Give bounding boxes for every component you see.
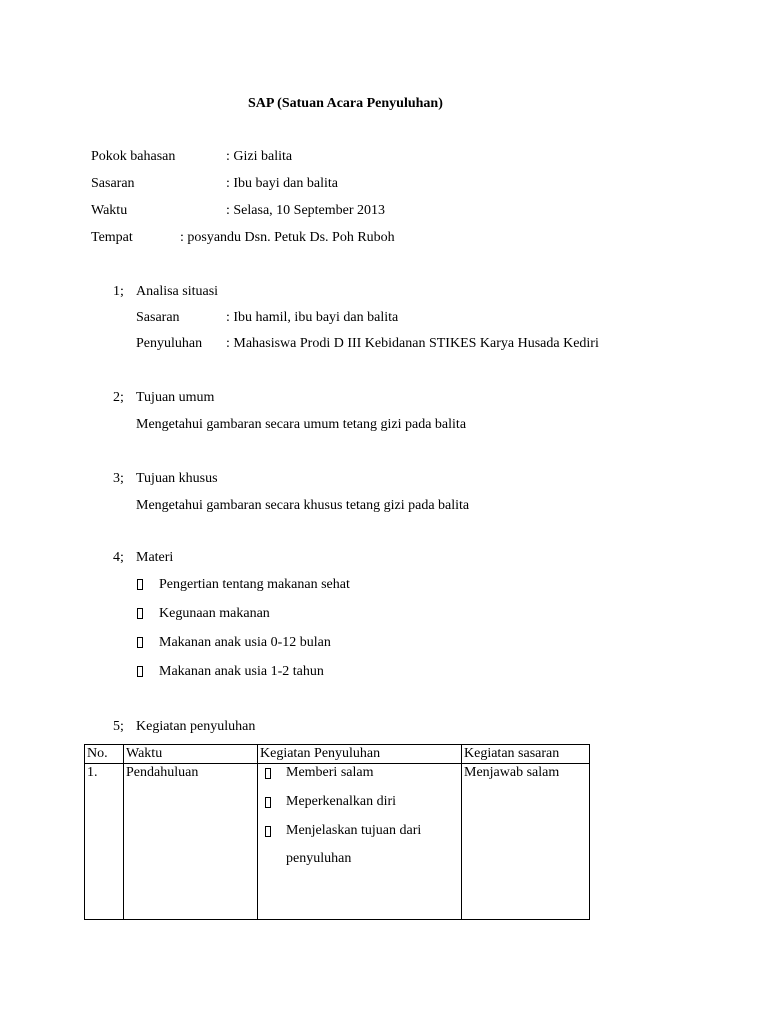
row-number: 1.: [87, 765, 98, 780]
section-1-heading: Analisa situasi: [136, 284, 219, 299]
table-cell-no: [85, 764, 124, 920]
section-1-value-sasaran: : Ibu hamil, ibu bayi dan balita: [226, 310, 399, 325]
section-1-value-penyuluhan: : Mahasiswa Prodi D III Kebidanan STIKES Karya Husada Kediri: [226, 336, 599, 351]
section-4-heading: Materi: [136, 550, 174, 565]
section-3-text: Mengetahui gambaran secara khusus tetang gizi pada balita: [136, 498, 470, 513]
kegiatan-item-continued: penyuluhan: [286, 851, 352, 866]
table-cell-sasaran: [462, 764, 590, 920]
table-header-cell: No.: [85, 745, 124, 764]
bullet-icon: [265, 768, 271, 779]
bullet-icon: [265, 826, 271, 837]
table-row: [85, 764, 590, 920]
kegiatan-list: [260, 764, 461, 919]
info-value-pokok-bahasan: : Gizi balita: [226, 149, 293, 164]
table-header-cell: Kegiatan sasaran: [462, 745, 590, 764]
materi-item: Makanan anak usia 1-2 tahun: [159, 664, 324, 679]
section-1-label-sasaran: Sasaran: [136, 310, 180, 325]
section-1-label-penyuluhan: Penyuluhan: [136, 336, 203, 351]
row-sasaran: Menjawab salam: [464, 765, 560, 780]
kegiatan-item: Memberi salam: [286, 765, 374, 780]
section-2-number: 2;: [113, 390, 124, 405]
kegiatan-item: Meperkenalkan diri: [286, 794, 397, 809]
section-3-heading: Tujuan khusus: [136, 471, 218, 486]
info-label-sasaran: Sasaran: [91, 176, 135, 191]
bullet-icon: [137, 608, 143, 619]
bullet-icon: [265, 797, 271, 808]
info-label-pokok-bahasan: Pokok bahasan: [91, 149, 176, 164]
info-value-sasaran: : Ibu bayi dan balita: [226, 176, 338, 191]
document-title: SAP (Satuan Acara Penyuluhan): [248, 96, 443, 111]
section-3-number: 3;: [113, 471, 124, 486]
section-5-heading: Kegiatan penyuluhan: [136, 719, 256, 734]
section-1-number: 1;: [113, 284, 124, 299]
section-5-number: 5;: [113, 719, 124, 734]
row-waktu: Pendahuluan: [126, 765, 199, 780]
bullet-icon: [137, 637, 143, 648]
table-header-cell: Kegiatan Penyuluhan: [258, 745, 462, 764]
info-value-waktu: : Selasa, 10 September 2013: [226, 203, 386, 218]
kegiatan-table: [84, 744, 590, 920]
materi-item: Makanan anak usia 0-12 bulan: [159, 635, 331, 650]
section-2-text: Mengetahui gambaran secara umum tetang gizi pada balita: [136, 417, 467, 432]
info-label-tempat: Tempat: [91, 230, 133, 245]
info-value-tempat: : posyandu Dsn. Petuk Ds. Poh Ruboh: [180, 230, 395, 245]
table-header-row: [85, 745, 590, 764]
table-cell-kegiatan: [258, 764, 462, 920]
section-2-heading: Tujuan umum: [136, 390, 215, 405]
info-label-waktu: Waktu: [91, 203, 128, 218]
materi-item: Pengertian tentang makanan sehat: [159, 577, 350, 592]
bullet-icon: [137, 666, 143, 677]
materi-item: Kegunaan makanan: [159, 606, 270, 621]
kegiatan-item: Menjelaskan tujuan dari: [286, 823, 422, 838]
table-header-cell: Waktu: [124, 745, 258, 764]
table-cell-waktu: [124, 764, 258, 920]
bullet-icon: [137, 579, 143, 590]
section-4-number: 4;: [113, 550, 124, 565]
